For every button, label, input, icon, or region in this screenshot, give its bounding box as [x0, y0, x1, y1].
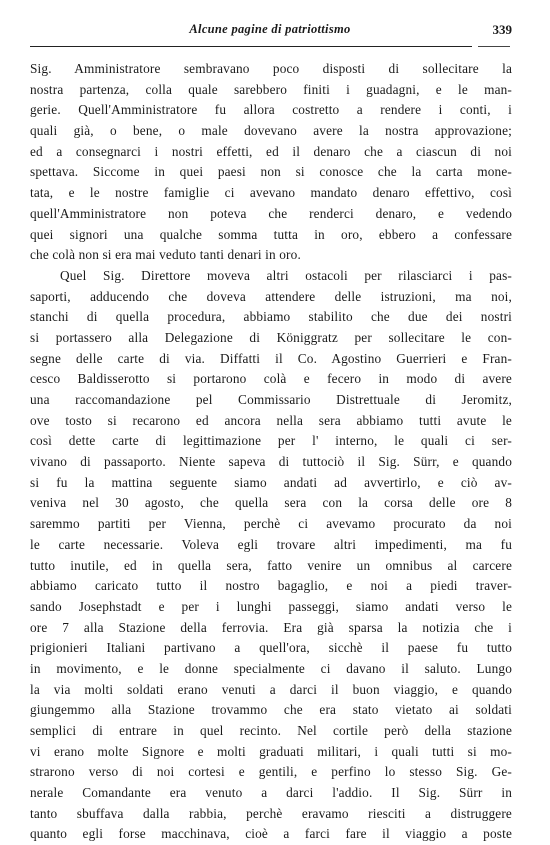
- text-line: gerie. Quell'Amministratore fu allora costretto a rendere i conti, i: [30, 102, 512, 118]
- text-line: abbiamo caricato tutto il nostro bagaglio, e noi a piedi traver-: [30, 578, 512, 594]
- text-line: si fu la mattina seguente siamo andati ad avvertirlo, e ciò av-: [30, 474, 512, 490]
- text-line: veniva nel 30 agosto, che quella sera con la corsa delle ore 8: [30, 495, 512, 511]
- header-rule-right: [478, 46, 510, 47]
- text-line: ed a consegnarci i nostri effetti, ed il denaro che a ciascun di noi: [30, 143, 512, 159]
- text-line-indent: Quel Sig. Direttore moveva altri ostacoli per rilasciarci i pas-: [60, 267, 512, 283]
- text-line: ore 7 alla Stazione della ferrovia. Era già sparsa la notizia che i: [30, 619, 512, 635]
- text-line: sando Josephstadt e per i lunghi passeggi, siamo andati verso le: [30, 598, 512, 614]
- text-line: quei signori una qualche somma tutta in oro, ebbero a confessare: [30, 226, 512, 242]
- text-line: giungemmo alla Stazione trovammo che era stato vietato ai soldati: [30, 702, 512, 718]
- text-line: strarono verso di noi cortesi e gentili, e perfino lo stesso Sig. Ge-: [30, 764, 512, 780]
- body-text: [30, 59, 512, 845]
- text-line: in movimento, e le donne specialmente ci davano il saluto. Lungo: [30, 660, 512, 676]
- header-rule: [30, 46, 472, 47]
- text-line: le carte necessarie. Voleva egli trovare altri impedimenti, ma fu: [30, 536, 512, 552]
- text-line: quanto egli forse macchinava, cioè a farci fare il viaggio a poste: [30, 826, 512, 842]
- text-line: tata, e le nostre famiglie ci avevano mandato denaro effettivo, così: [30, 185, 512, 201]
- text-line: nerale Comandante era venuto a darci l'addio. Il Sig. Sürr in: [30, 785, 512, 801]
- text-line: che colà non si era mai veduto tanti denari in oro.: [30, 247, 301, 263]
- running-header: [30, 22, 510, 44]
- text-line: vi erano molte Signore e molti graduati militari, i quali tutti si mo-: [30, 743, 512, 759]
- text-line: prigionieri Italiani partivano a quell'ora, sicchè il paese fu tutto: [30, 640, 512, 656]
- text-line: si portassero alla Delegazione di Königgratz per sollecitare le con-: [30, 329, 512, 345]
- text-line: tutto inutile, ed in quella sera, fatto venire un omnibus al carcere: [30, 557, 512, 573]
- running-title: Alcune pagine di patriottismo: [189, 22, 351, 36]
- text-line: cesco Baldisserotto si portarono colà e fecero in modo di avere: [30, 371, 512, 387]
- text-line: tanto sbuffava dalla rabbia, perchè eravamo riesciti a distruggere: [30, 805, 512, 821]
- text-line: saporti, adducendo che doveva attendere delle istruzioni, ma noi,: [30, 288, 512, 304]
- text-line: Sig. Amministratore sembravano poco disposti di sollecitare la: [30, 61, 512, 76]
- text-line: quali già, o bene, o male dovevano avere la nostra approvazione;: [30, 123, 512, 139]
- text-line: saremmo partiti per Vienna, perchè ci avevamo procurato da noi: [30, 516, 512, 532]
- text-line: la via molti soldati erano venuti a darci il buon viaggio, e quando: [30, 681, 512, 697]
- text-line: quell'Amministratore non poteva che renderci denaro, e vedendo: [30, 205, 512, 221]
- text-line: una raccomandazione pel Commissario Distrettuale di Jeromitz,: [30, 392, 512, 407]
- text-line: spettava. Siccome in quei paesi non si conosce che la carta mone-: [30, 164, 512, 180]
- text-line: semplici di entrare in quel recinto. Nel cortile però della stazione: [30, 723, 512, 738]
- text-line: segne delle carte di via. Diffatti il Co. Agostino Guerrieri e Fran-: [30, 350, 512, 366]
- text-line: ove tosto si recarono ed ancora nella sera abbiamo tutti avute le: [30, 412, 512, 428]
- text-line: stanchi di quella procedura, abbiamo stabilito che due dei nostri: [30, 309, 512, 325]
- text-line: nostra partenza, colla quale sarebbero finiti i guadagni, e le man-: [30, 81, 512, 97]
- text-line: così dette carte di legittimazione per l' interno, le quali ci ser-: [30, 433, 512, 449]
- page-number: 339: [492, 22, 512, 37]
- text-line: vivano di passaporto. Niente sapeva di tuttociò il Sig. Sürr, e quando: [30, 454, 512, 470]
